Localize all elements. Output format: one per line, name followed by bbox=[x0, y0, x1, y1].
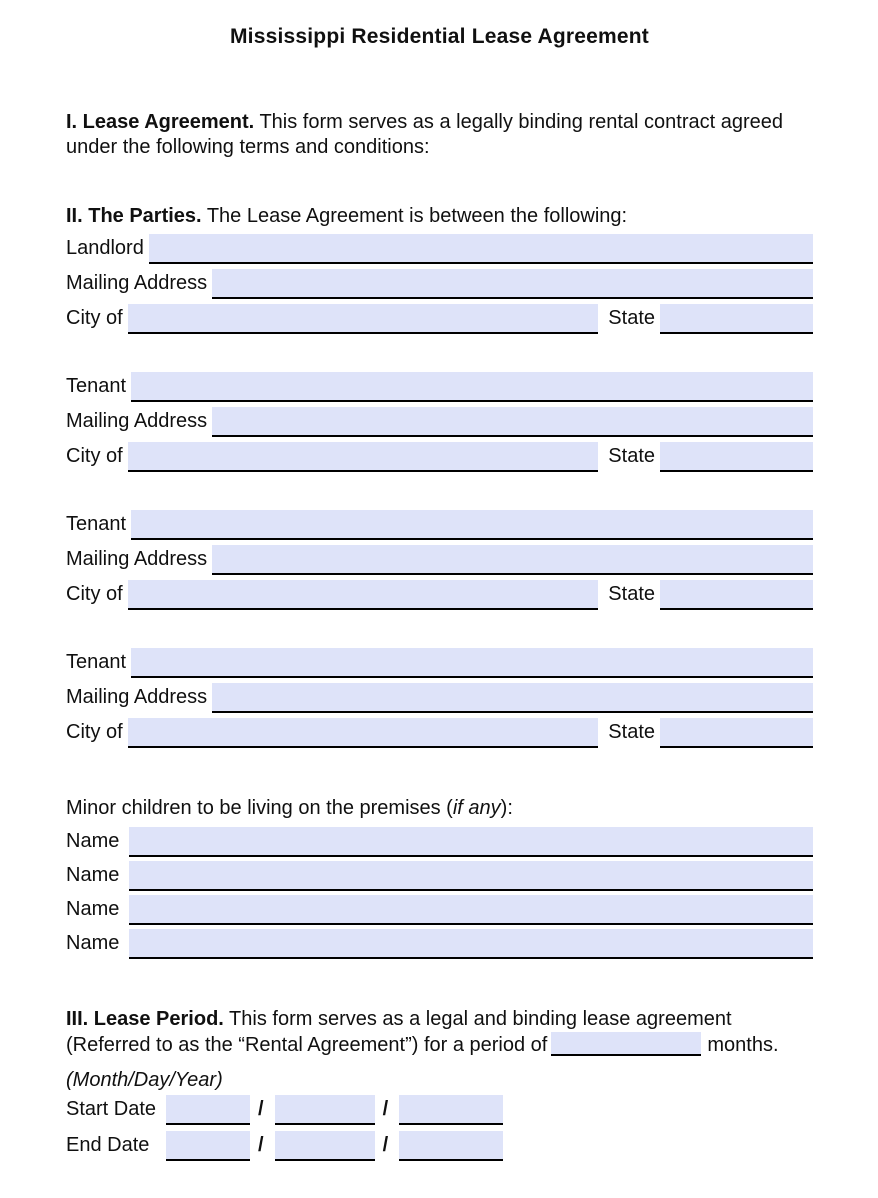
section-3-body-line2-after: months. bbox=[707, 1034, 779, 1056]
end-date-month-field[interactable] bbox=[166, 1131, 250, 1161]
tenant-2-city-state-row bbox=[66, 580, 813, 610]
landlord-label: Landlord bbox=[66, 237, 144, 259]
section-3-heading: III. Lease Period. bbox=[66, 1008, 224, 1030]
landlord-state-field[interactable] bbox=[660, 304, 813, 334]
child-name-row-4 bbox=[66, 929, 813, 959]
mailing-address-label: Mailing Address bbox=[66, 272, 208, 294]
section-1-body-line2: under the following terms and conditions: bbox=[66, 136, 430, 158]
date-separator: / bbox=[258, 1134, 264, 1156]
section-2-heading: II. The Parties. bbox=[66, 205, 202, 227]
tenant-2-block bbox=[66, 510, 813, 610]
landlord-city-field[interactable] bbox=[128, 304, 599, 334]
start-date-month-field[interactable] bbox=[166, 1095, 250, 1125]
state-label: State bbox=[608, 583, 655, 605]
child-name-row-3 bbox=[66, 895, 813, 925]
tenant-2-name-row bbox=[66, 510, 813, 540]
tenant-3-block bbox=[66, 648, 813, 748]
section-3-body-line2-before: (Referred to as the “Rental Agreement”) for a period of bbox=[66, 1034, 548, 1056]
tenant-1-name-row bbox=[66, 372, 813, 402]
name-label: Name bbox=[66, 898, 120, 920]
start-date-year-field[interactable] bbox=[399, 1095, 503, 1125]
tenant-1-name-field[interactable] bbox=[131, 372, 813, 402]
section-1-body-line1: This form serves as a legally binding rental contract agreed bbox=[259, 111, 784, 133]
city-of-label: City of bbox=[66, 307, 123, 329]
tenant-1-mailing-row bbox=[66, 407, 813, 437]
section-2-body: The Lease Agreement is between the following: bbox=[206, 205, 628, 227]
state-label: State bbox=[608, 445, 655, 467]
tenant-2-name-field[interactable] bbox=[131, 510, 813, 540]
minor-children-intro bbox=[66, 796, 813, 821]
tenant-1-block bbox=[66, 372, 813, 472]
minor-children-intro-after: ): bbox=[500, 797, 513, 819]
start-date-label: Start Date bbox=[66, 1098, 157, 1120]
tenant-2-mailing-row bbox=[66, 545, 813, 575]
minor-children-intro-before: Minor children to be living on the premises ( bbox=[66, 797, 453, 819]
tenant-1-city-state-row bbox=[66, 442, 813, 472]
landlord-name-field[interactable] bbox=[149, 234, 813, 264]
city-of-label: City of bbox=[66, 445, 123, 467]
section-3-body-line1: This form serves as a legal and binding lease agreement bbox=[229, 1008, 732, 1030]
tenant-1-mailing-address-field[interactable] bbox=[212, 407, 813, 437]
section-lease-period bbox=[66, 1007, 813, 1058]
child-name-row-2 bbox=[66, 861, 813, 891]
tenant-3-name-field[interactable] bbox=[131, 648, 813, 678]
tenant-3-name-row bbox=[66, 648, 813, 678]
minor-children-section bbox=[66, 796, 813, 959]
state-label: State bbox=[608, 721, 655, 743]
tenant-3-mailing-row bbox=[66, 683, 813, 713]
tenant-2-mailing-address-field[interactable] bbox=[212, 545, 813, 575]
date-format-note: (Month/Day/Year) bbox=[66, 1069, 223, 1091]
landlord-city-state-row bbox=[66, 304, 813, 334]
tenant-3-city-field[interactable] bbox=[128, 718, 599, 748]
end-date-row bbox=[66, 1131, 813, 1161]
tenant-2-state-field[interactable] bbox=[660, 580, 813, 610]
tenant-3-city-state-row bbox=[66, 718, 813, 748]
tenant-3-state-field[interactable] bbox=[660, 718, 813, 748]
section-1-heading: I. Lease Agreement. bbox=[66, 111, 255, 133]
date-separator: / bbox=[382, 1134, 389, 1156]
end-date-label: End Date bbox=[66, 1134, 150, 1156]
child-name-row-1 bbox=[66, 827, 813, 857]
name-label: Name bbox=[66, 932, 120, 954]
mailing-address-label: Mailing Address bbox=[66, 686, 208, 708]
end-date-year-field[interactable] bbox=[399, 1131, 503, 1161]
landlord-name-row bbox=[66, 234, 813, 264]
tenant-label: Tenant bbox=[66, 651, 127, 673]
document-title: Mississippi Residential Lease Agreement bbox=[229, 25, 649, 48]
date-separator: / bbox=[382, 1098, 389, 1120]
tenant-1-state-field[interactable] bbox=[660, 442, 813, 472]
landlord-block bbox=[66, 234, 813, 334]
city-of-label: City of bbox=[66, 721, 123, 743]
mailing-address-label: Mailing Address bbox=[66, 410, 208, 432]
end-date-day-field[interactable] bbox=[275, 1131, 375, 1161]
tenant-label: Tenant bbox=[66, 513, 127, 535]
landlord-mailing-address-field[interactable] bbox=[212, 269, 813, 299]
date-separator: / bbox=[258, 1098, 264, 1120]
name-label: Name bbox=[66, 830, 120, 852]
landlord-mailing-row bbox=[66, 269, 813, 299]
lease-months-field[interactable] bbox=[551, 1032, 701, 1056]
section-lease-agreement bbox=[66, 110, 813, 160]
child-name-field-3[interactable] bbox=[129, 895, 813, 925]
minor-children-intro-italic: if any bbox=[452, 797, 501, 819]
city-of-label: City of bbox=[66, 583, 123, 605]
tenant-2-city-field[interactable] bbox=[128, 580, 599, 610]
start-date-row bbox=[66, 1095, 813, 1125]
name-label: Name bbox=[66, 864, 120, 886]
mailing-address-label: Mailing Address bbox=[66, 548, 208, 570]
tenant-3-mailing-address-field[interactable] bbox=[212, 683, 813, 713]
state-label: State bbox=[608, 307, 655, 329]
start-date-day-field[interactable] bbox=[275, 1095, 375, 1125]
child-name-field-1[interactable] bbox=[129, 827, 813, 857]
tenant-1-city-field[interactable] bbox=[128, 442, 599, 472]
child-name-field-4[interactable] bbox=[129, 929, 813, 959]
tenant-label: Tenant bbox=[66, 375, 127, 397]
child-name-field-2[interactable] bbox=[129, 861, 813, 891]
section-parties-heading-row bbox=[66, 204, 813, 229]
